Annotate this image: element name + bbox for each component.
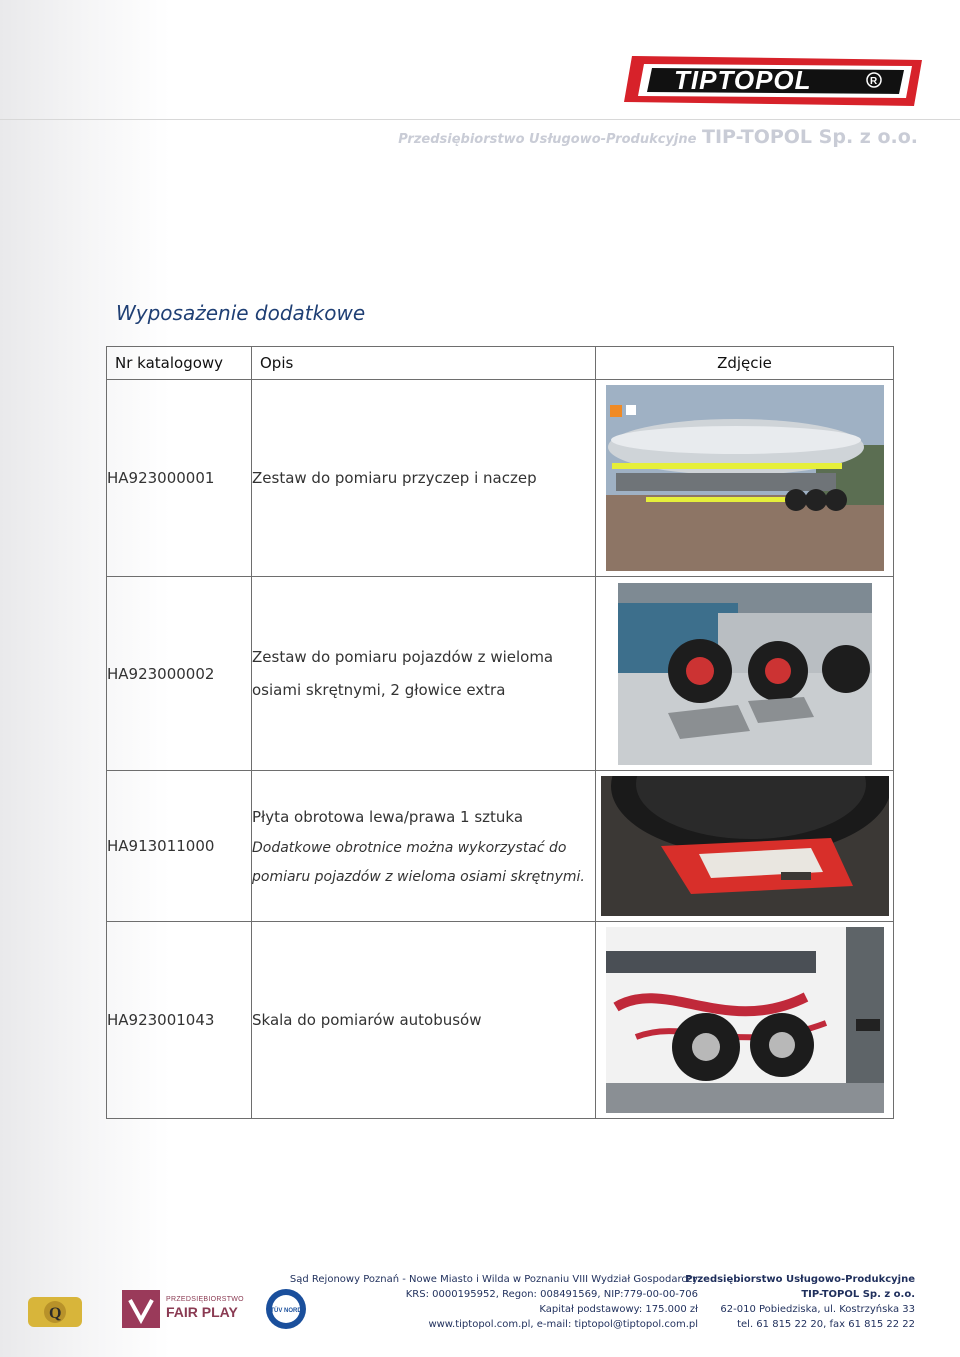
fair-play-logo <box>122 1290 244 1330</box>
quality-q-logo <box>24 1291 86 1333</box>
footer-company-type: Przedsiębiorstwo Usługowo-Produkcyjne <box>685 1274 915 1285</box>
description <box>252 922 596 1119</box>
table-row <box>107 771 894 922</box>
catalog-number: HA923001043 <box>107 922 252 1119</box>
header-photo: Zdjęcie <box>596 347 894 380</box>
description <box>252 771 596 922</box>
description-note: pomiaru pojazdów z wieloma osiami skrętnymi. <box>252 868 585 885</box>
description-text: Zestaw do pomiaru przyczep i naczep <box>252 468 537 487</box>
footer-krs: KRS: 0000195952, Regon: 008491569, NIP:779-00-00-706 <box>405 1289 698 1300</box>
company-header <box>398 126 918 148</box>
table-row <box>107 922 894 1119</box>
table-row <box>107 577 894 771</box>
description-note: Dodatkowe obrotnice można wykorzystać do <box>252 839 567 856</box>
description <box>252 380 596 577</box>
footer-phone: tel. 61 815 22 20, fax 61 815 22 22 <box>737 1319 915 1330</box>
footer-address <box>685 1272 915 1332</box>
footer-company-name: TIP-TOPOL Sp. z o.o. <box>801 1289 915 1300</box>
catalog-number: HA923000001 <box>107 380 252 577</box>
catalog-number: HA923000002 <box>107 577 252 771</box>
tiptopol-logo <box>622 50 927 112</box>
fair-play-emblem-icon <box>122 1290 162 1330</box>
company-prefix: Przedsiębiorstwo Usługowo-Produkcyjne <box>398 132 697 147</box>
footer-court: Sąd Rejonowy Poznań - Nowe Miasto i Wilda w Poznaniu VIII Wydział Gospodarczy <box>289 1274 698 1285</box>
description-line: Płyta obrotowa lewa/prawa 1 sztuka <box>252 807 524 826</box>
catalog-number: HA913011000 <box>107 771 252 922</box>
footer-street: 62-010 Pobiedziska, ul. Kostrzyńska 33 <box>720 1304 915 1315</box>
tanker-trailer-photo <box>606 385 884 571</box>
fair-play-label: FAIR PLAY <box>166 1304 238 1320</box>
tuv-label: TÜV NORD <box>270 1308 302 1314</box>
company-name: TIP-TOPOL Sp. z o.o. <box>702 126 918 148</box>
multi-axle-truck-photo <box>618 583 872 765</box>
turntable-plate-photo <box>601 776 889 916</box>
section-title: Wyposażenie dodatkowe <box>116 301 366 325</box>
photo-cell <box>596 577 894 771</box>
bus-measurement-photo <box>606 927 884 1113</box>
photo-cell <box>596 922 894 1119</box>
description-line: osiami skrętnymi, 2 głowice extra <box>252 680 506 699</box>
svg-text:R: R <box>870 76 878 87</box>
description-line: Zestaw do pomiaru pojazdów z wieloma <box>252 647 554 666</box>
footer-web-email: www.tiptopol.com.pl, e-mail: tiptopol@tiptopol.com.pl <box>428 1319 698 1330</box>
header-divider <box>0 119 960 120</box>
footer-capital: Kapitał podstawowy: 175.000 zł <box>539 1304 698 1315</box>
footer-registration <box>290 1272 698 1332</box>
svg-text:Q: Q <box>49 1305 62 1322</box>
description-text: Skala do pomiarów autobusów <box>252 1010 482 1029</box>
logo-wordmark: TIPTOPOL <box>674 65 812 95</box>
table-row <box>107 380 894 577</box>
photo-cell <box>596 380 894 577</box>
photo-cell <box>596 771 894 922</box>
description <box>252 577 596 771</box>
header-catalog-number: Nr katalogowy <box>107 347 252 380</box>
table-header-row <box>107 347 894 380</box>
fair-play-label-small: PRZEDSIĘBIORSTWO <box>166 1296 244 1303</box>
header-description: Opis <box>252 347 596 380</box>
equipment-table <box>106 346 894 1119</box>
